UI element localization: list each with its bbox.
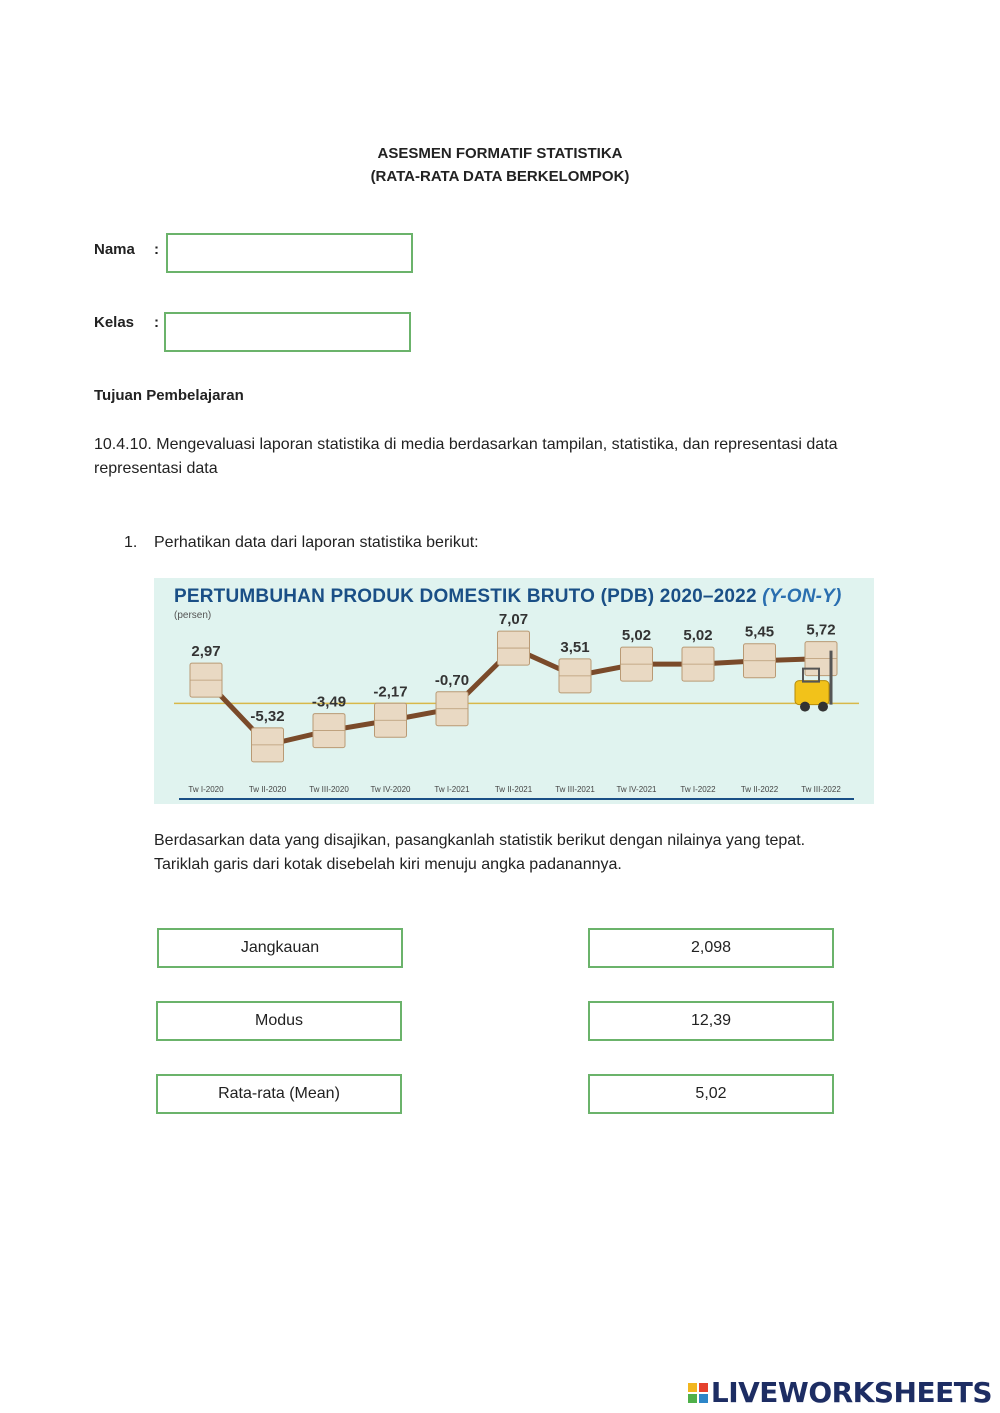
gdp-growth-chart (154, 578, 874, 804)
forklift-wheel-rear (800, 702, 810, 712)
match-right-value-2[interactable]: 12,39 (588, 1001, 834, 1041)
logo-square-3 (688, 1394, 697, 1403)
chart-data-label: -5,32 (250, 707, 285, 725)
class-colon: : (154, 314, 159, 331)
match-left-mean[interactable]: Rata-rata (Mean) (156, 1074, 402, 1114)
chart-data-label: 5,02 (683, 627, 713, 645)
chart-unit-label: (persen) (174, 610, 212, 621)
chart-plot (154, 578, 874, 804)
liveworksheets-logo-icon (688, 1383, 708, 1403)
chart-category-label: Tw II-2021 (494, 785, 533, 794)
chart-data-label: -2,17 (373, 683, 408, 701)
objective-text (94, 433, 954, 481)
chart-category-label: Tw IV-2020 (370, 785, 411, 794)
chart-data-label: 5,02 (621, 627, 652, 645)
match-left-range[interactable]: Jangkauan (157, 928, 403, 968)
chart-category-label: Tw I-2022 (680, 785, 716, 794)
chart-title-main: PERTUMBUHAN PRODUK DOMESTIK BRUTO (PDB) 2020–2022 (174, 586, 757, 607)
chart-category-label: Tw I-2021 (434, 785, 470, 794)
logo-square-1 (688, 1383, 697, 1392)
chart-data-label: 7,07 (498, 611, 529, 629)
title-line-2: (RATA-RATA DATA BERKELOMPOK) (370, 168, 630, 185)
match-right-value-1[interactable]: 2,098 (588, 928, 834, 968)
chart-category-label: Tw II-2020 (248, 785, 287, 794)
chart-data-label: 3,51 (560, 638, 590, 656)
question-prompt: Perhatikan data dari laporan statistika berikut: (154, 534, 479, 551)
chart-data-label: -3,49 (311, 693, 347, 711)
chart-category-label: Tw III-2022 (801, 785, 841, 794)
chart-data-label: 5,45 (744, 623, 775, 641)
logo-square-4 (699, 1394, 708, 1403)
chart-category-label: Tw II-2022 (740, 785, 779, 794)
title-line-1: ASESMEN FORMATIF STATISTIKA (377, 145, 623, 162)
match-right-value-3[interactable]: 5,02 (588, 1074, 834, 1114)
chart-category-label: Tw I-2020 (188, 785, 224, 794)
forklift-wheel-front (818, 702, 828, 712)
class-label: Kelas (94, 314, 135, 331)
chart-category-label: Tw III-2021 (555, 785, 595, 794)
chart-data-label: -0,70 (434, 671, 470, 689)
objective-text-line-2: representasi data (94, 460, 218, 477)
question-number: 1. (124, 534, 138, 551)
name-label: Nama (94, 241, 135, 258)
chart-data-label: 2,97 (191, 643, 221, 661)
objective-heading: Tujuan Pembelajaran (94, 387, 244, 404)
instruction-line-2: Tariklah garis dari kotak disebelah kiri menuju angka padanannya. (154, 856, 622, 873)
chart-category-label: Tw III-2020 (309, 785, 349, 794)
logo-text: LIVEWORKSHEETS (710, 1376, 992, 1409)
name-input[interactable] (166, 233, 413, 273)
forklift-body (795, 681, 829, 705)
instruction-text (154, 829, 954, 877)
objective-text-line-1: 10.4.10. Mengevaluasi laporan statistika di media berdasarkan tampilan, statistika, dan representasi data (94, 436, 838, 453)
liveworksheets-logo (688, 1376, 992, 1409)
name-colon: : (154, 241, 159, 258)
match-left-mode[interactable]: Modus (156, 1001, 402, 1041)
instruction-line-1: Berdasarkan data yang disajikan, pasangkanlah statistik berikut dengan nilainya yang tepat. (154, 832, 806, 849)
chart-data-label: 5,72 (806, 621, 836, 639)
logo-square-2 (699, 1383, 708, 1392)
class-input[interactable] (164, 312, 411, 352)
chart-title-suffix: (Y-ON-Y) (762, 586, 842, 607)
chart-category-label: Tw IV-2021 (616, 785, 657, 794)
page-title (0, 142, 1000, 188)
